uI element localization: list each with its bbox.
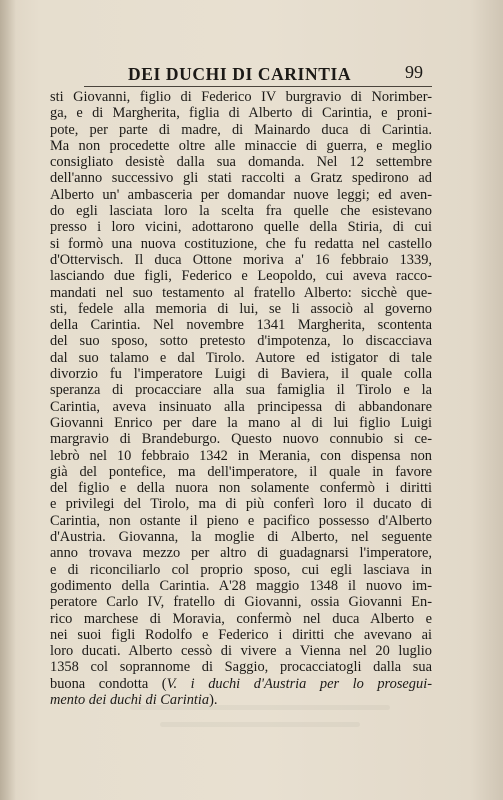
text-line: d'Austria. Giovanna, la moglie di Alberto, nel seguente [50,529,432,546]
text-line: lebrò nel 10 febbraio 1342 in Merania, con dispensa non [50,447,432,464]
text-line: ga, e di Margherita, figlia di Alberto di Carintia, e proni- [50,105,432,122]
text-line [50,676,432,692]
text-line: Alberto un' ambasceria per domandar nuove leggi; ed aven- [50,186,432,203]
text-line: lasciando due figli, Federico e Leopoldo, cui aveva racco- [50,268,432,285]
text-line: Carintia, aveva insinuato alla principessa di abbandonare [50,398,432,415]
header-rule [84,86,432,87]
text-line: nei suoi figli Rodolfo e Federico i diritti che avevano ai [50,626,432,643]
text-line: divorzio fu l'imperatore Luigi di Baviera, il quale colla [50,366,432,383]
text-line: si formò una nuova costituzione, che fu redatta nel castello [50,235,432,252]
text-line: peratore Carlo IV, fratello di Giovanni, ossia Giovanni En- [50,594,432,611]
text-line: godimento della Carintia. A'28 maggio 1348 il nuovo im- [50,577,432,594]
text-line: della Carintia. Nel novembre 1341 Margherita, scontenta [50,317,432,334]
running-head-title: DEI DUCHI DI CARINTIA [128,64,352,84]
text-roman: ). [209,691,218,708]
running-head [0,60,503,86]
text-line: dal suo talamo e dal Tirolo. Autore ed istigator di tale [50,349,432,366]
text-line: rico marchese di Moravia, confermò nel duca Alberto e [50,610,432,627]
text-line: margravio di Brandeburgo. Questo nuovo connubio si ce- [50,431,432,448]
text-line: e di riconciliarlo col proprio sposo, cui egli lasciava in [50,561,432,578]
text-line: dell'anno successivo gli stati raccolti a Gratz spedirono ad [50,170,432,187]
show-through-mark [160,722,360,727]
body-text [50,89,432,708]
text-line: pote, per parte di madre, di Mainardo duca di Carintia. [50,121,432,138]
text-line: speranza di procacciare alla sua famiglia il Tirolo e la [50,382,432,399]
text-line [50,692,432,708]
text-italic: V. i duchi d'Austria per lo prosegui- [166,675,432,692]
page-number: 99 [405,62,423,82]
text-line: anno trovava mezzo per altro di guadagnarsi l'imperatore, [50,545,432,562]
text-line: do egli lasciata loro la scelta fra quelle che esistevano [50,203,432,220]
text-line: 1358 col soprannome di Saggio, procacciatogli dalla sua [50,659,432,676]
page-gutter-shadow [0,0,16,800]
text-line: del figlio e della nuora non solamente confermò i diritti [50,480,432,497]
text-italic: mento dei duchi di Carintia [50,691,210,708]
text-line: presso i loro vicini, adottarono quelle della Stiria, di cui [50,219,432,236]
text-line: sti Giovanni, figlio di Federico IV burgravio di Norimber- [50,89,432,105]
text-line: già del pontefice, ma dell'imperatore, il quale in favore [50,463,432,480]
text-roman: buona condotta ( [50,675,167,692]
text-line: del suo sposo, sotto pretesto d'impotenza, lo discacciava [50,333,432,350]
text-line: Carintia, non ostante il pieno e pacifico possesso d'Alberto [50,512,432,529]
text-line: sti, fedele alla memoria di lui, se li associò al governo [50,300,432,317]
text-line: e privilegi del Tirolo, ma di più conferì loro il ducato di [50,496,432,513]
text-line: Ma non procedette oltre alle minaccie di guerra, e meglio [50,137,432,154]
text-line: consigliato desistè dalla sua domanda. Nel 12 settembre [50,154,432,171]
text-line: d'Ottervisch. Il duca Ottone moriva a' 16 febbraio 1339, [50,251,432,268]
text-line: mandati nel suo testamento al fratello Alberto: sicchè que- [50,284,432,301]
text-line: loro ducati. Alberto cessò di vivere a Vienna nel 20 luglio [50,643,432,660]
text-line: Giovanni Enrico per dare la mano al di lui figlio Luigi [50,414,432,431]
